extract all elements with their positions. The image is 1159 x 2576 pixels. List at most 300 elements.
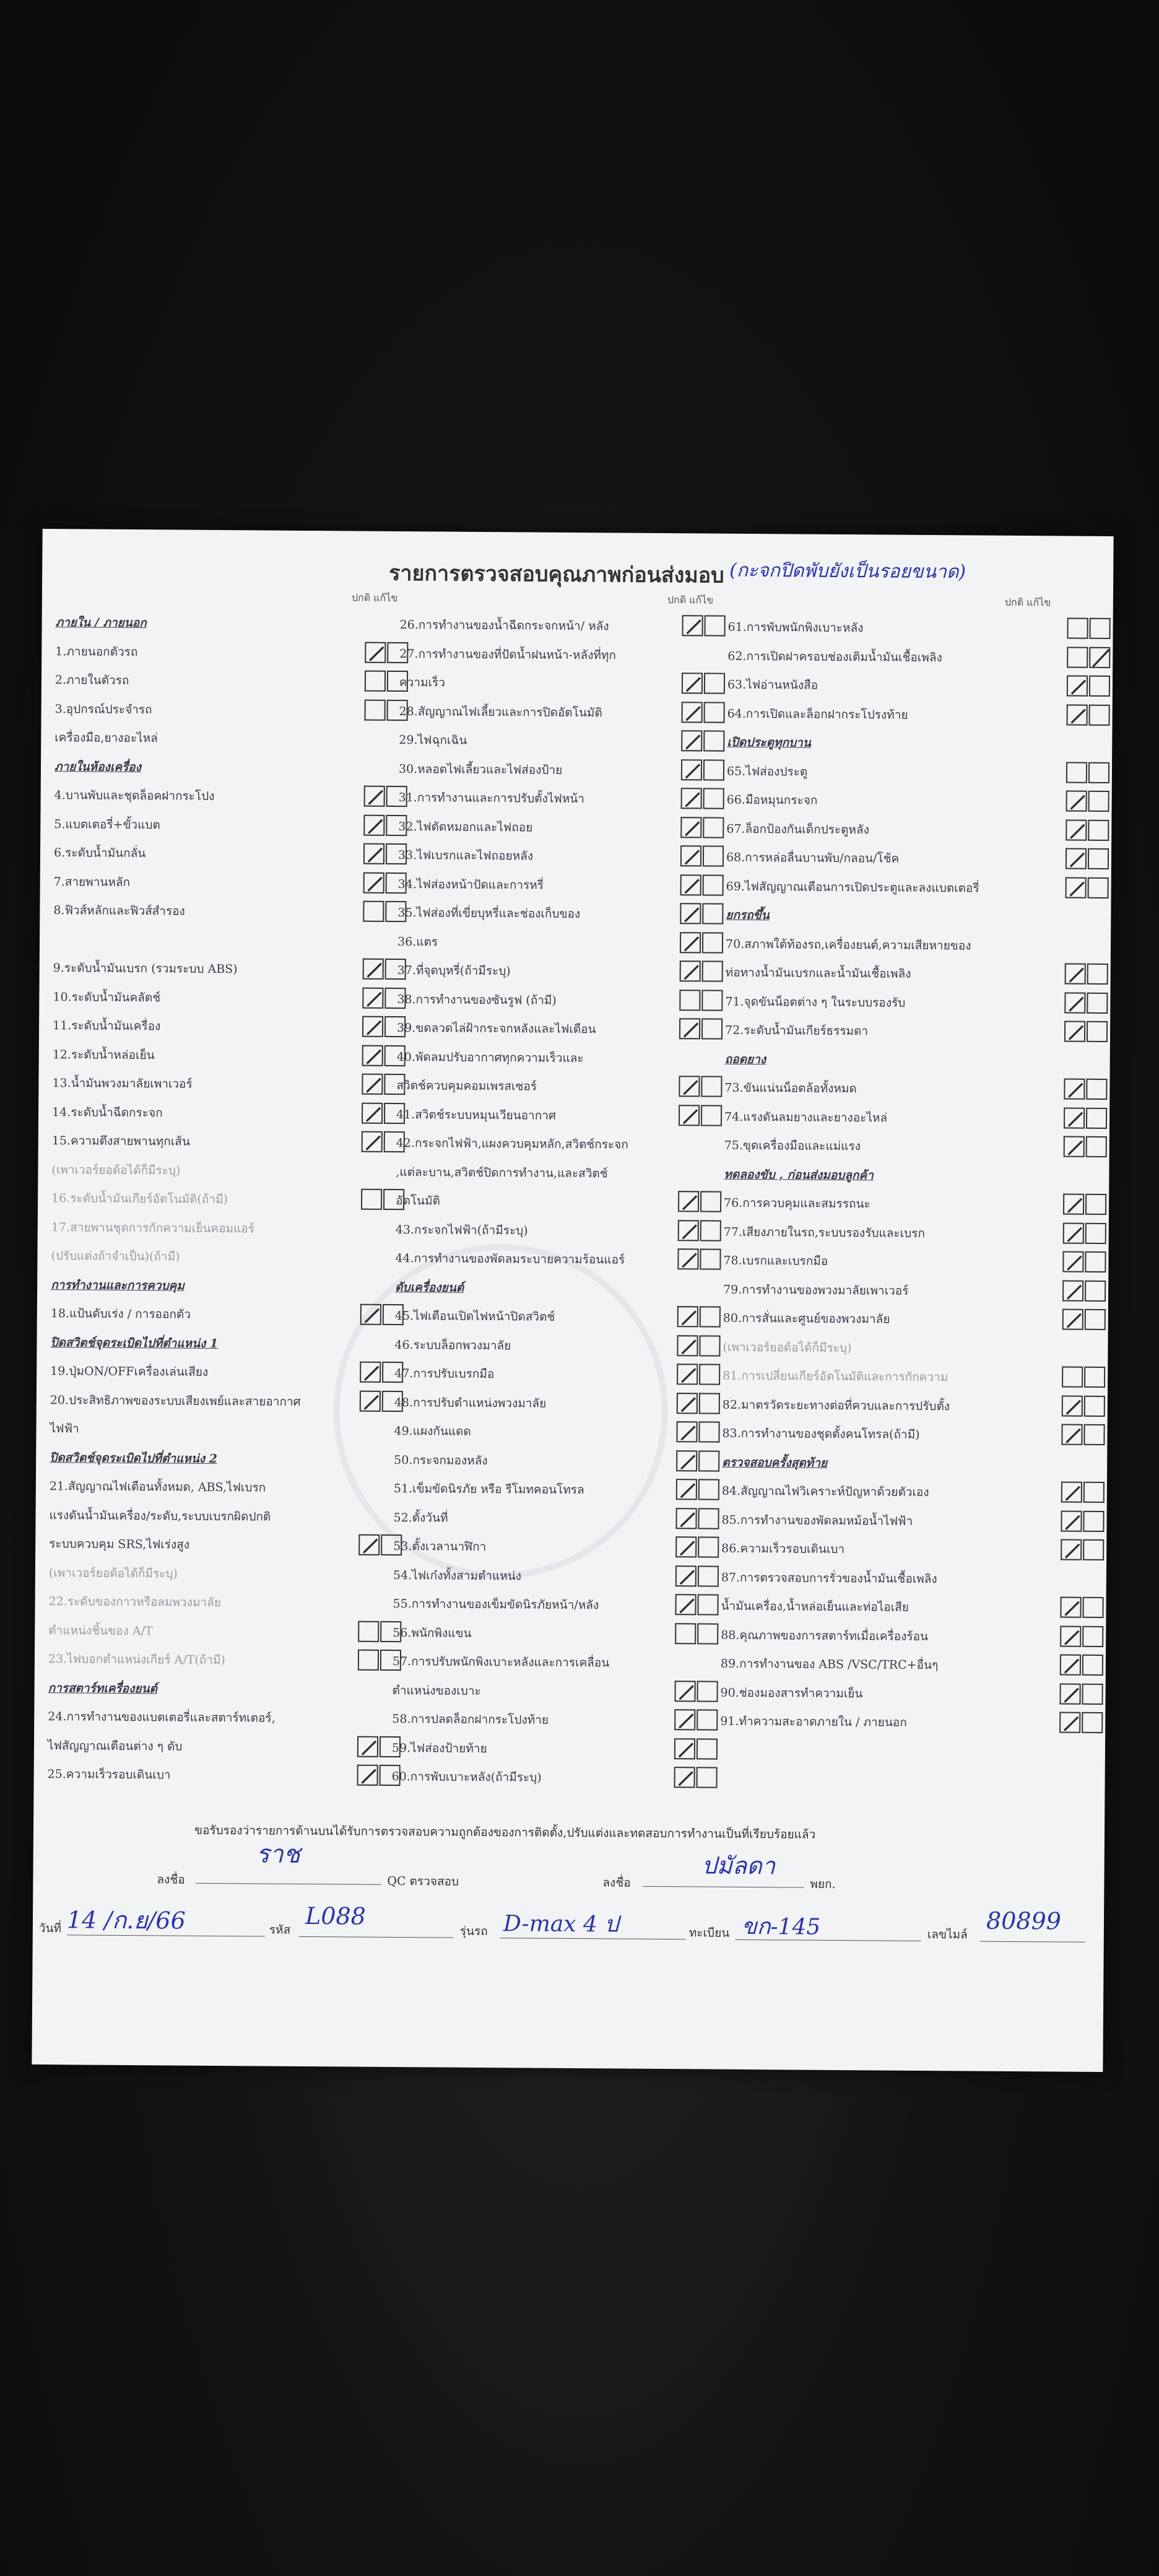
item-label: 19.ปุ่มON/OFFเครื่องเล่นเสียง bbox=[50, 1364, 209, 1379]
item-label: 78.เบรกและเบรกมือ bbox=[723, 1253, 828, 1268]
fix-checkbox[interactable] bbox=[1088, 877, 1109, 898]
fix-checkbox[interactable] bbox=[1082, 1655, 1103, 1676]
normal-checkbox[interactable] bbox=[679, 1105, 700, 1126]
normal-checkbox[interactable] bbox=[677, 1364, 698, 1385]
normal-checkbox[interactable] bbox=[1067, 646, 1088, 668]
fix-checkbox[interactable] bbox=[701, 1105, 722, 1126]
normal-checkbox[interactable] bbox=[1065, 964, 1086, 985]
item-label: 1.ภายนอกตัวรถ bbox=[55, 644, 138, 659]
item-label: 81.การเปลี่ยนเกียร์อัตโนมัติและการกักความ bbox=[723, 1368, 948, 1385]
checkmark-icon bbox=[678, 1394, 699, 1415]
fix-checkbox[interactable] bbox=[702, 903, 723, 924]
item-label: 32.ไฟตัดหมอกและไฟถอย bbox=[398, 819, 533, 835]
normal-checkbox[interactable] bbox=[1061, 1424, 1082, 1445]
fix-checkbox[interactable] bbox=[1082, 1597, 1103, 1618]
checkmark-icon bbox=[363, 1017, 384, 1038]
normal-checkbox[interactable] bbox=[680, 903, 701, 924]
normal-checkbox[interactable] bbox=[679, 990, 700, 1011]
checklist-item bbox=[399, 669, 746, 697]
fix-checkbox[interactable] bbox=[700, 1220, 721, 1241]
normal-checkbox[interactable] bbox=[362, 1102, 383, 1123]
normal-checkbox[interactable] bbox=[363, 843, 384, 864]
normal-checkbox[interactable] bbox=[362, 987, 383, 1008]
normal-checkbox[interactable] bbox=[674, 1738, 695, 1759]
checkmark-icon bbox=[1061, 1598, 1082, 1619]
item-label: ถอดยาง bbox=[724, 1052, 766, 1066]
checklist-item bbox=[725, 1017, 1096, 1045]
normal-checkbox[interactable] bbox=[1064, 992, 1085, 1013]
fix-checkbox[interactable] bbox=[697, 1767, 718, 1788]
normal-checkbox[interactable] bbox=[1059, 1712, 1080, 1733]
checkmark-icon bbox=[675, 1682, 697, 1703]
normal-checkbox[interactable] bbox=[680, 932, 701, 953]
item-label: 60.การพับเบาะหลัง(ถ้ามีระบุ) bbox=[391, 1769, 542, 1785]
normal-checkbox[interactable] bbox=[1062, 1309, 1083, 1330]
checkmark-icon bbox=[683, 703, 704, 724]
fix-checkbox[interactable] bbox=[1086, 1136, 1107, 1157]
checkmark-icon bbox=[681, 904, 702, 925]
item-label: 88.คุณภาพของการสตาร์ทเมื่อเครื่องร้อน bbox=[721, 1628, 929, 1643]
item-label: 18.แป้นดับเร่ง / การออกตัว bbox=[50, 1307, 191, 1321]
fix-checkbox[interactable] bbox=[1085, 1194, 1106, 1215]
checklist-item bbox=[55, 696, 402, 723]
fix-checkbox[interactable] bbox=[702, 932, 723, 953]
fix-checkbox[interactable] bbox=[698, 1421, 719, 1442]
checklist-item bbox=[394, 1331, 741, 1359]
checklist-item bbox=[53, 897, 400, 925]
item-label: 83.การทำงานของชุดตั้งคนโทรล(ถ้ามี) bbox=[722, 1426, 920, 1442]
checklist-item bbox=[394, 1476, 740, 1503]
fix-checkbox[interactable] bbox=[1085, 1280, 1106, 1301]
normal-checkbox[interactable] bbox=[358, 1534, 380, 1556]
fix-checkbox[interactable] bbox=[698, 1479, 719, 1500]
normal-checkbox[interactable] bbox=[680, 817, 701, 838]
checklist-item bbox=[55, 638, 402, 666]
checkmark-icon bbox=[360, 1536, 381, 1557]
section-heading bbox=[726, 902, 1097, 929]
checklist-item bbox=[398, 842, 745, 869]
fix-checkbox[interactable] bbox=[703, 874, 724, 895]
checklist-item bbox=[49, 1502, 396, 1530]
section-heading bbox=[51, 1272, 397, 1299]
fix-checkbox[interactable] bbox=[1089, 646, 1110, 668]
fix-checkbox[interactable] bbox=[703, 788, 724, 809]
fix-checkbox[interactable] bbox=[697, 1594, 718, 1615]
item-label: 44.การทำงานของพัดลมระบายความร้อนแอร์ bbox=[395, 1251, 625, 1267]
checklist-item bbox=[52, 1099, 399, 1126]
checklist-item bbox=[394, 1447, 740, 1474]
fix-checkbox[interactable] bbox=[1086, 1107, 1107, 1128]
fix-checkbox[interactable] bbox=[1088, 819, 1109, 840]
fix-checkbox[interactable] bbox=[699, 1335, 720, 1356]
normal-checkbox[interactable] bbox=[1064, 1136, 1085, 1157]
checkmark-icon bbox=[1064, 1281, 1085, 1302]
normal-checkbox[interactable] bbox=[682, 672, 703, 694]
checkmark-icon bbox=[1065, 1108, 1086, 1129]
normal-checkbox[interactable] bbox=[674, 1709, 695, 1730]
checkmark-icon bbox=[677, 1509, 698, 1530]
fix-checkbox[interactable] bbox=[698, 1508, 719, 1529]
fix-checkbox[interactable] bbox=[1085, 1222, 1106, 1243]
fix-checkbox[interactable] bbox=[699, 1393, 720, 1414]
fix-checkbox[interactable] bbox=[700, 1248, 721, 1269]
normal-checkbox[interactable] bbox=[362, 1074, 383, 1095]
item-label: 36.แตร bbox=[397, 934, 438, 949]
item-label: ไฟฟ้า bbox=[50, 1422, 79, 1436]
normal-checkbox[interactable] bbox=[675, 1536, 697, 1557]
model-label: รุ่นรถ bbox=[459, 1924, 488, 1939]
fix-checkbox[interactable] bbox=[1083, 1424, 1105, 1445]
normal-checkbox[interactable] bbox=[681, 788, 702, 809]
checkmark-icon bbox=[361, 1391, 382, 1412]
normal-checkbox[interactable] bbox=[1064, 1107, 1085, 1128]
normal-checkbox[interactable] bbox=[1063, 1194, 1084, 1215]
fix-checkbox[interactable] bbox=[697, 1738, 718, 1759]
normal-checkbox[interactable] bbox=[363, 901, 384, 922]
checklist-item bbox=[392, 1706, 739, 1733]
fix-checkbox[interactable] bbox=[700, 1191, 721, 1212]
normal-checkbox[interactable] bbox=[679, 1018, 700, 1039]
normal-checkbox[interactable] bbox=[1066, 791, 1087, 812]
normal-checkbox[interactable] bbox=[1061, 1539, 1082, 1560]
fix-checkbox[interactable] bbox=[704, 672, 725, 694]
fix-checkbox[interactable] bbox=[1082, 1625, 1103, 1647]
checklist-item bbox=[723, 1391, 1094, 1419]
checklist-item bbox=[392, 1677, 739, 1704]
fix-checkbox[interactable] bbox=[704, 702, 725, 723]
fix-checkbox[interactable] bbox=[1087, 964, 1108, 985]
fix-checkbox[interactable] bbox=[703, 759, 724, 780]
checklist-item bbox=[722, 1421, 1093, 1448]
normal-checkbox[interactable] bbox=[1062, 1280, 1083, 1301]
normal-checkbox[interactable] bbox=[675, 1623, 696, 1644]
fix-checkbox[interactable] bbox=[1083, 1539, 1104, 1560]
normal-checkbox[interactable] bbox=[1062, 1367, 1083, 1388]
normal-checkbox[interactable] bbox=[680, 960, 701, 981]
normal-checkbox[interactable] bbox=[676, 1450, 697, 1471]
normal-checkbox[interactable] bbox=[357, 1736, 378, 1757]
checkmark-icon bbox=[681, 933, 702, 954]
item-label: 57.การปรับพนักพิงเบาะหลังและการเคลื่อน bbox=[392, 1654, 610, 1670]
normal-checkbox[interactable] bbox=[1061, 1482, 1082, 1503]
item-label: 55.การทำงานของเข็มขัดนิรภัยหน้า/หลัง bbox=[393, 1596, 599, 1612]
checklist-item bbox=[396, 1159, 742, 1186]
normal-checkbox[interactable] bbox=[676, 1479, 697, 1500]
checklist-item bbox=[721, 1564, 1093, 1591]
checklist-item bbox=[397, 1015, 744, 1042]
normal-checkbox[interactable] bbox=[678, 1220, 699, 1241]
normal-checkbox[interactable] bbox=[1066, 819, 1087, 840]
normal-checkbox[interactable] bbox=[677, 1306, 698, 1327]
fix-checkbox[interactable] bbox=[1082, 1683, 1103, 1704]
code-label: รหัส bbox=[269, 1923, 291, 1937]
normal-checkbox[interactable] bbox=[365, 642, 386, 663]
fix-checkbox[interactable] bbox=[1086, 1079, 1107, 1100]
checklist-item bbox=[397, 1044, 744, 1071]
checklist-item bbox=[393, 1619, 739, 1647]
checklist-item bbox=[53, 955, 400, 982]
code-line bbox=[299, 1936, 454, 1938]
checkmark-icon bbox=[677, 1538, 698, 1559]
checklist-item bbox=[53, 926, 400, 954]
item-label: 41.สวิตช์ระบบหมุนเวียนอากาศ bbox=[396, 1107, 557, 1123]
checkmark-icon bbox=[679, 1250, 700, 1271]
checkmark-icon bbox=[683, 616, 704, 637]
section-heading bbox=[55, 609, 402, 637]
normal-checkbox[interactable] bbox=[364, 786, 385, 807]
checklist-item bbox=[395, 1245, 742, 1273]
fix-checkbox[interactable] bbox=[697, 1623, 718, 1644]
item-label: ภายใน / ภายนอก bbox=[55, 616, 147, 630]
item-label: 65.ไฟส่องประตู bbox=[726, 764, 808, 779]
fix-checkbox[interactable] bbox=[703, 817, 724, 838]
item-label: 82.มาตรวัดระยะทางต่อที่ควบและการปรับตั้ง bbox=[722, 1398, 950, 1413]
item-label: น้ำมันเครื่อง,น้ำหล่อเย็นและท่อไอเสีย bbox=[721, 1599, 909, 1614]
item-label: 17.สายพานชุดการกักความเย็นคอมแอร์ bbox=[51, 1220, 254, 1235]
checklist-item bbox=[727, 614, 1099, 642]
checkmark-icon bbox=[675, 1768, 696, 1789]
item-label: 48.การปรับตำแหน่งพวงมาลัย bbox=[394, 1395, 547, 1411]
section-heading bbox=[50, 1445, 396, 1472]
normal-checkbox[interactable] bbox=[362, 1016, 383, 1037]
date-value: 14 /ก.ย/66 bbox=[66, 1906, 186, 1934]
checkmark-icon bbox=[1062, 1541, 1083, 1562]
mileage-line bbox=[980, 1941, 1085, 1943]
checkmark-icon bbox=[682, 731, 703, 752]
fix-checkbox[interactable] bbox=[699, 1364, 720, 1385]
checkmark-icon bbox=[365, 845, 386, 866]
fix-checkbox[interactable] bbox=[701, 1018, 723, 1039]
fix-checkbox[interactable] bbox=[700, 1306, 721, 1327]
item-label: 73.ขันแน่นน็อตล้อทั้งหมด bbox=[724, 1081, 857, 1096]
normal-checkbox[interactable] bbox=[357, 1765, 378, 1786]
fix-checkbox[interactable] bbox=[702, 960, 723, 981]
fix-checkbox[interactable] bbox=[1089, 618, 1110, 639]
item-label: 42.กระจกไฟฟ้า,แผงควบคุมหลัก,สวิตช์กระจก bbox=[396, 1136, 628, 1152]
normal-checkbox[interactable] bbox=[677, 1393, 698, 1414]
column-header-2: ปกติ แก้ไข bbox=[667, 594, 714, 606]
normal-checkbox[interactable] bbox=[675, 1565, 697, 1586]
normal-checkbox[interactable] bbox=[681, 730, 702, 751]
plate-value: ขก-145 bbox=[741, 1913, 821, 1940]
checklist-item bbox=[54, 811, 401, 838]
checkmark-icon bbox=[1065, 1080, 1086, 1101]
fix-checkbox[interactable] bbox=[1088, 848, 1109, 869]
item-label: 68.การหล่อลื่นบานพับ/กลอน/โช้ค bbox=[726, 850, 900, 866]
item-label: 14.ระดับน้ำฉีดกระจก bbox=[52, 1105, 163, 1120]
normal-checkbox[interactable] bbox=[360, 1390, 381, 1411]
normal-checkbox[interactable] bbox=[1063, 1222, 1084, 1243]
normal-checkbox[interactable] bbox=[1062, 1251, 1083, 1273]
item-label: 2.ภายในตัวรถ bbox=[54, 673, 129, 687]
item-label: การทำงานและการควบคุม bbox=[51, 1277, 184, 1293]
normal-checkbox[interactable] bbox=[1067, 704, 1088, 725]
normal-checkbox[interactable] bbox=[360, 1362, 381, 1383]
fix-checkbox[interactable] bbox=[698, 1450, 719, 1471]
normal-checkbox[interactable] bbox=[1062, 1395, 1083, 1416]
checklist-item bbox=[399, 698, 746, 726]
normal-checkbox[interactable] bbox=[677, 1335, 698, 1356]
checklist-item bbox=[721, 1536, 1093, 1563]
item-label: 62.การเปิดฝาครอบช่องเติมน้ำมันเชื้อเพลิง bbox=[727, 649, 942, 664]
normal-checkbox[interactable] bbox=[678, 1191, 699, 1212]
checklist-item bbox=[723, 1363, 1094, 1390]
item-label: ภายในห้องเครื่อง bbox=[54, 759, 141, 774]
normal-checkbox[interactable] bbox=[365, 671, 386, 692]
checklist-item bbox=[394, 1360, 741, 1388]
normal-checkbox[interactable] bbox=[360, 1304, 381, 1325]
normal-checkbox[interactable] bbox=[1064, 1079, 1085, 1100]
fix-checkbox[interactable] bbox=[698, 1565, 719, 1586]
normal-checkbox[interactable] bbox=[363, 959, 384, 980]
fix-checkbox[interactable] bbox=[1085, 1309, 1106, 1330]
item-label: 3.อุปกรณ์ประจำรถ bbox=[54, 702, 152, 716]
normal-checkbox[interactable] bbox=[1060, 1655, 1081, 1676]
item-label: 9.ระดับน้ำมันเบรก (รวมระบบ ABS) bbox=[53, 961, 238, 977]
item-label: ความเร็ว bbox=[399, 676, 445, 690]
fix-checkbox[interactable] bbox=[697, 1681, 718, 1702]
checkmark-icon bbox=[364, 960, 385, 981]
fix-checkbox[interactable] bbox=[1083, 1510, 1104, 1531]
fix-checkbox[interactable] bbox=[1088, 762, 1109, 783]
normal-checkbox[interactable] bbox=[677, 1248, 698, 1269]
checklist-item bbox=[721, 1622, 1092, 1649]
normal-checkbox[interactable] bbox=[676, 1421, 697, 1442]
normal-checkbox[interactable] bbox=[682, 702, 703, 723]
checkmark-icon bbox=[365, 873, 386, 894]
fix-checkbox[interactable] bbox=[1085, 1251, 1106, 1273]
handwritten-note: (กะจกปิดพับยังเป็นรอยขนาด) bbox=[729, 559, 966, 583]
normal-checkbox[interactable] bbox=[675, 1594, 696, 1615]
normal-checkbox[interactable] bbox=[1060, 1625, 1081, 1647]
qc-signature: ราช bbox=[256, 1840, 300, 1869]
normal-checkbox[interactable] bbox=[358, 1650, 379, 1671]
fix-checkbox[interactable] bbox=[1087, 992, 1108, 1013]
normal-checkbox[interactable] bbox=[362, 1045, 383, 1066]
normal-checkbox[interactable] bbox=[682, 615, 703, 636]
checkmark-icon bbox=[1064, 1253, 1085, 1274]
checklist-item bbox=[396, 1216, 742, 1243]
checklist-item bbox=[49, 1560, 396, 1587]
fix-checkbox[interactable] bbox=[1089, 704, 1110, 725]
item-label: 85.การทำงานของพัดลมหม้อน้ำไฟฟ้า bbox=[721, 1513, 913, 1528]
normal-checkbox[interactable] bbox=[680, 874, 701, 895]
checklist-item bbox=[727, 758, 1098, 785]
section-heading bbox=[724, 1161, 1095, 1188]
normal-checkbox[interactable] bbox=[363, 872, 384, 893]
section-heading bbox=[395, 1274, 742, 1301]
mileage-value: 80899 bbox=[986, 1907, 1062, 1935]
normal-checkbox[interactable] bbox=[363, 814, 384, 835]
fix-checkbox[interactable] bbox=[1084, 1367, 1105, 1388]
item-label: 26.การทำงานของน้ำฉีดกระจกหน้า/ หลัง bbox=[399, 618, 609, 633]
checklist-item bbox=[726, 873, 1098, 900]
normal-checkbox[interactable] bbox=[1060, 1597, 1081, 1618]
checkmark-icon bbox=[1068, 677, 1089, 698]
checklist-item bbox=[55, 667, 402, 694]
normal-checkbox[interactable] bbox=[681, 759, 702, 780]
checkmark-icon bbox=[1065, 1138, 1086, 1159]
normal-checkbox[interactable] bbox=[362, 1131, 383, 1152]
normal-checkbox[interactable] bbox=[674, 1681, 695, 1702]
normal-checkbox[interactable] bbox=[1066, 848, 1087, 869]
code-value: L088 bbox=[305, 1902, 366, 1930]
checklist-item bbox=[721, 1507, 1093, 1534]
normal-checkbox[interactable] bbox=[1064, 1021, 1085, 1042]
section-heading bbox=[48, 1675, 394, 1702]
item-label: 67.ล็อกป้องกันเด็กประตูหลัง bbox=[726, 822, 870, 837]
normal-checkbox[interactable] bbox=[1067, 676, 1088, 697]
checklist-item bbox=[395, 1303, 742, 1330]
fix-checkbox[interactable] bbox=[703, 730, 724, 751]
normal-checkbox[interactable] bbox=[1066, 877, 1087, 898]
fix-checkbox[interactable] bbox=[1087, 1021, 1108, 1042]
checklist-item bbox=[51, 1157, 398, 1184]
item-label: ดับเครื่องยนต์ bbox=[395, 1280, 464, 1295]
item-label: ทดลองขับ , ก่อนส่งมอบลูกค้า bbox=[724, 1167, 874, 1182]
checkmark-icon bbox=[363, 1133, 384, 1154]
fix-checkbox[interactable] bbox=[1084, 1395, 1105, 1416]
item-label: ไฟสัญญาณเตือนต่าง ๆ ดับ bbox=[47, 1738, 183, 1754]
checkmark-icon bbox=[680, 1077, 701, 1098]
normal-checkbox[interactable] bbox=[361, 1189, 382, 1210]
item-label: 72.ระดับน้ำมันเกียร์ธรรมดา bbox=[724, 1023, 869, 1038]
checkmark-icon bbox=[682, 846, 703, 868]
fix-checkbox[interactable] bbox=[701, 1076, 722, 1097]
fix-checkbox[interactable] bbox=[703, 845, 724, 866]
fix-checkbox[interactable] bbox=[698, 1536, 719, 1557]
normal-checkbox[interactable] bbox=[358, 1621, 379, 1642]
item-label: 76.การควบคุมและสมรรถนะ bbox=[724, 1196, 870, 1211]
fix-checkbox[interactable] bbox=[1083, 1482, 1105, 1503]
item-label: ระบบควบคุม SRS,ไฟเร่งสูง bbox=[49, 1537, 190, 1552]
fix-checkbox[interactable] bbox=[1088, 791, 1109, 812]
checklist-item bbox=[394, 1418, 740, 1445]
checklist-item bbox=[398, 814, 745, 841]
fix-checkbox[interactable] bbox=[704, 615, 725, 636]
checklist-item bbox=[393, 1648, 739, 1676]
normal-checkbox[interactable] bbox=[674, 1767, 695, 1788]
checklist-item bbox=[393, 1562, 740, 1589]
date-label: วันที่ bbox=[38, 1921, 62, 1936]
normal-checkbox[interactable] bbox=[680, 845, 701, 866]
item-label: 33.ไฟเบรกและไฟถอยหลัง bbox=[397, 848, 534, 863]
normal-checkbox[interactable] bbox=[1067, 618, 1088, 639]
item-label: 56.พนักพิงแขน bbox=[393, 1625, 472, 1640]
normal-checkbox[interactable] bbox=[675, 1508, 697, 1529]
item-label: 37.ที่จุดบุหรี่(ถ้ามีระบุ) bbox=[397, 964, 511, 978]
normal-checkbox[interactable] bbox=[1066, 762, 1087, 783]
checklist-item bbox=[727, 787, 1098, 814]
checkmark-icon bbox=[1066, 993, 1087, 1014]
fix-checkbox[interactable] bbox=[697, 1709, 718, 1730]
checkmark-icon bbox=[362, 1305, 383, 1326]
fix-checkbox[interactable] bbox=[701, 990, 723, 1011]
normal-checkbox[interactable] bbox=[679, 1076, 700, 1097]
fix-checkbox[interactable] bbox=[1089, 676, 1110, 697]
checkmark-icon bbox=[1064, 1310, 1085, 1331]
item-label: 21.สัญญาณไฟเตือนทั้งหมด, ABS,ไฟเบรก bbox=[49, 1479, 266, 1495]
normal-checkbox[interactable] bbox=[1059, 1683, 1080, 1704]
checkmark-icon bbox=[681, 962, 702, 983]
normal-checkbox[interactable] bbox=[365, 699, 386, 720]
pdi-role-label: พยก. bbox=[810, 1877, 836, 1891]
item-label: 71.จุดขันน็อตต่าง ๆ ในระบบรองรับ bbox=[725, 994, 906, 1010]
checklist-item bbox=[394, 1389, 741, 1416]
item-label: 52.ตั้งวันที่ bbox=[393, 1510, 448, 1525]
fix-checkbox[interactable] bbox=[1082, 1712, 1103, 1733]
normal-checkbox[interactable] bbox=[1061, 1510, 1082, 1531]
